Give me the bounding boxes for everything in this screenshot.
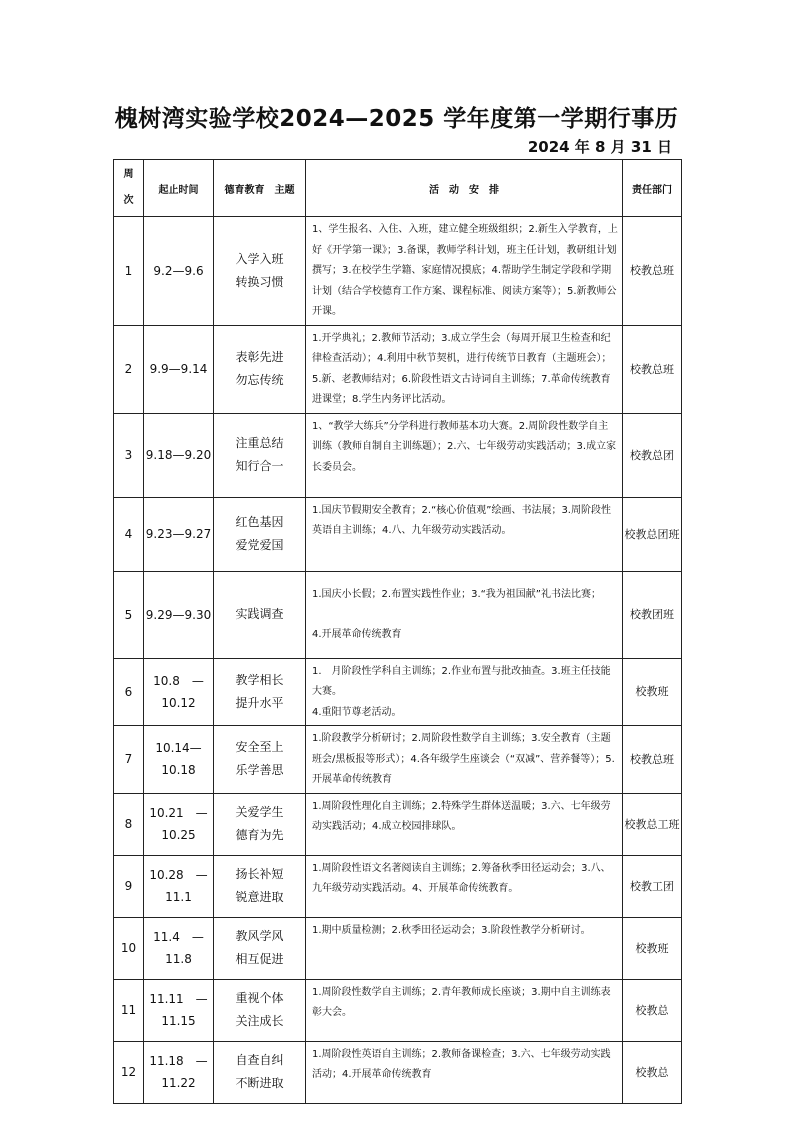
activity-line: 4.开展革命传统教育 (312, 629, 402, 640)
activities: 1.周阶段性理化自主训练；2.特殊学生群体送温暖；3.六、七年级劳动实践活动；4.成立校园排球队。 (306, 793, 623, 855)
theme (214, 658, 306, 726)
header-week-char: 次 (123, 195, 134, 206)
theme (214, 855, 306, 917)
activities: 1、学生报名、入住、入班，建立健全班级组织；2.新生入学教育，上好《开学第一课》；3.备课，教师学科计划，班主任计划，教研组计划撰写；3.在校学生学籍、家庭情况摸底；4.帮助学生制定学段和学期计划（结合学校德育工作方案、课程标准、阅读方案等）；5.新教师公开课。 (306, 217, 623, 326)
theme (214, 917, 306, 979)
table-row (114, 1041, 682, 1103)
responsible-dept: 校教总班 (623, 217, 682, 326)
date-range: 11.4 —11.8 (144, 917, 214, 979)
table-row (114, 979, 682, 1041)
responsible-dept: 校教总工班 (623, 793, 682, 855)
header-week (114, 160, 144, 217)
theme-line: 勿忘传统 (235, 373, 284, 387)
activities: 1.周阶段性数学自主训练；2.青年教师成长座谈；3.期中自主训练表彰大会。 (306, 979, 623, 1041)
table-row (114, 571, 682, 658)
activity-line: 1.国庆小长假；2.布置实践性作业；3.“我为祖国献”礼书法比赛； (312, 588, 601, 600)
responsible-dept: 校教班 (623, 658, 682, 726)
date-range: 11.18 —11.22 (144, 1041, 214, 1103)
date-range: 9.23—9.27 (144, 497, 214, 571)
date-range: 11.11 —11.15 (144, 979, 214, 1041)
theme-line: 教风学风 (235, 929, 284, 943)
theme (214, 793, 306, 855)
header-week-char: 周 (123, 169, 134, 180)
theme (214, 979, 306, 1041)
theme-line: 红色基因 (235, 515, 284, 529)
theme-line: 注重总结 (235, 436, 284, 450)
activities: 1.阶段教学分析研讨；2.周阶段性数学自主训练；3.安全教育（主题班会/黑板报等形式）；4.各年级学生座谈会（“双减”、营养餐等）；5.开展革命传统教育 (306, 726, 623, 794)
page-title: 槐树湾实验学校2024—2025 学年度第一学期行事历 (114, 106, 679, 132)
date-range: 10.8 —10.12 (144, 658, 214, 726)
date-range: 10.21 —10.25 (144, 793, 214, 855)
theme (214, 325, 306, 413)
date-range: 10.28 —11.1 (144, 855, 214, 917)
responsible-dept: 校教总班 (623, 325, 682, 413)
theme (214, 726, 306, 794)
theme-line: 知行合一 (235, 459, 284, 473)
activities: 1.期中质量检测；2.秋季田径运动会；3.阶段性教学分析研讨。 (306, 917, 623, 979)
theme-line: 爱党爱国 (235, 538, 284, 552)
theme-line: 德育为先 (235, 828, 284, 842)
theme-line: 乐学善思 (235, 763, 284, 778)
responsible-dept: 校教总团 (623, 413, 682, 497)
theme-line: 锐意进取 (235, 890, 284, 904)
date-range: 10.14—10.18 (144, 726, 214, 794)
table-row (114, 658, 682, 726)
week-number: 2 (114, 325, 144, 413)
table-row (114, 413, 682, 497)
table-row (114, 726, 682, 794)
activities (306, 658, 623, 726)
week-number: 1 (114, 217, 144, 326)
responsible-dept: 校教工团 (623, 855, 682, 917)
activity-line: 4.重阳节尊老活动。 (312, 706, 402, 718)
header-theme: 德育教育 主题 (214, 160, 306, 217)
table-row (114, 217, 682, 326)
theme-line: 实践调查 (235, 607, 284, 621)
theme-line: 安全至上 (235, 740, 284, 755)
theme (214, 497, 306, 571)
week-number: 9 (114, 855, 144, 917)
theme-line: 扬长补短 (235, 867, 284, 881)
header-dept: 责任部门 (623, 160, 682, 217)
theme-line: 转换习惯 (235, 274, 284, 289)
theme-line: 关爱学生 (235, 805, 284, 819)
responsible-dept: 校教总班 (623, 726, 682, 794)
responsible-dept: 校教总 (623, 979, 682, 1041)
week-number: 5 (114, 571, 144, 658)
theme-line: 相互促进 (235, 952, 284, 966)
schedule-table (113, 159, 682, 1104)
activities: 1、“教学大练兵”分学科进行教师基本功大赛。2.周阶段性数学自主训练（教师自制自主训练题）；2.六、七年级劳动实践活动；3.成立家长委员会。 (306, 413, 623, 497)
week-number: 8 (114, 793, 144, 855)
responsible-dept: 校教团班 (623, 571, 682, 658)
table-row (114, 855, 682, 917)
table-header-row (114, 160, 682, 217)
responsible-dept: 校教总团班 (623, 497, 682, 571)
activities: 1.国庆节假期安全教育；2.“核心价值观”绘画、书法展；3.周阶段性英语自主训练；4.八、九年级劳动实践活动。 (306, 497, 623, 571)
theme-line: 教学相长 (235, 672, 284, 687)
header-activities: 活 动 安 排 (306, 160, 623, 217)
responsible-dept: 校教班 (623, 917, 682, 979)
theme-line: 提升水平 (235, 695, 284, 710)
theme-line: 表彰先进 (235, 350, 284, 364)
table-row (114, 325, 682, 413)
activities: 1.周阶段性语文名著阅读自主训练；2.筹备秋季田径运动会；3.八、九年级劳动实践活动。4、开展革命传统教育。 (306, 855, 623, 917)
theme (214, 217, 306, 326)
theme (214, 571, 306, 658)
activities: 1.周阶段性英语自主训练；2.教师备课检查；3.六、七年级劳动实践活动；4.开展革命传统教育 (306, 1041, 623, 1103)
week-number: 10 (114, 917, 144, 979)
theme-line: 入学入班 (235, 251, 284, 266)
theme (214, 413, 306, 497)
theme-line: 重视个体 (235, 991, 284, 1005)
table-row (114, 497, 682, 571)
table-row (114, 793, 682, 855)
activities: 1.开学典礼；2.教师节活动；3.成立学生会（每周开展卫生检查和纪律检查活动）；4.利用中秋节契机，进行传统节日教育（主题班会）；5.新、老教师结对；6.阶段性语文古诗词自主训练；7.革命传统教育进课堂；8.学生内务评比活动。 (306, 325, 623, 413)
date-range: 9.2—9.6 (144, 217, 214, 326)
date-range: 9.9—9.14 (144, 325, 214, 413)
week-number: 4 (114, 497, 144, 571)
header-week-text (114, 162, 143, 214)
table-row (114, 917, 682, 979)
date-range: 9.29—9.30 (144, 571, 214, 658)
week-number: 12 (114, 1041, 144, 1103)
responsible-dept: 校教总 (623, 1041, 682, 1103)
date-range: 9.18—9.20 (144, 413, 214, 497)
theme-line: 不断进取 (235, 1076, 284, 1090)
week-number: 3 (114, 413, 144, 497)
week-number: 11 (114, 979, 144, 1041)
theme (214, 1041, 306, 1103)
week-number: 6 (114, 658, 144, 726)
activity-line: 1. 月阶段性学科自主训练；2.作业布置与批改抽查。3.班主任技能大赛。 (312, 665, 611, 697)
week-number: 7 (114, 726, 144, 794)
theme-line: 关注成长 (235, 1014, 284, 1028)
theme-line: 自查自纠 (235, 1053, 284, 1067)
header-dates: 起止时间 (144, 160, 214, 217)
activities (306, 571, 623, 658)
document-date: 2024 年 8 月 31 日 (527, 138, 672, 156)
